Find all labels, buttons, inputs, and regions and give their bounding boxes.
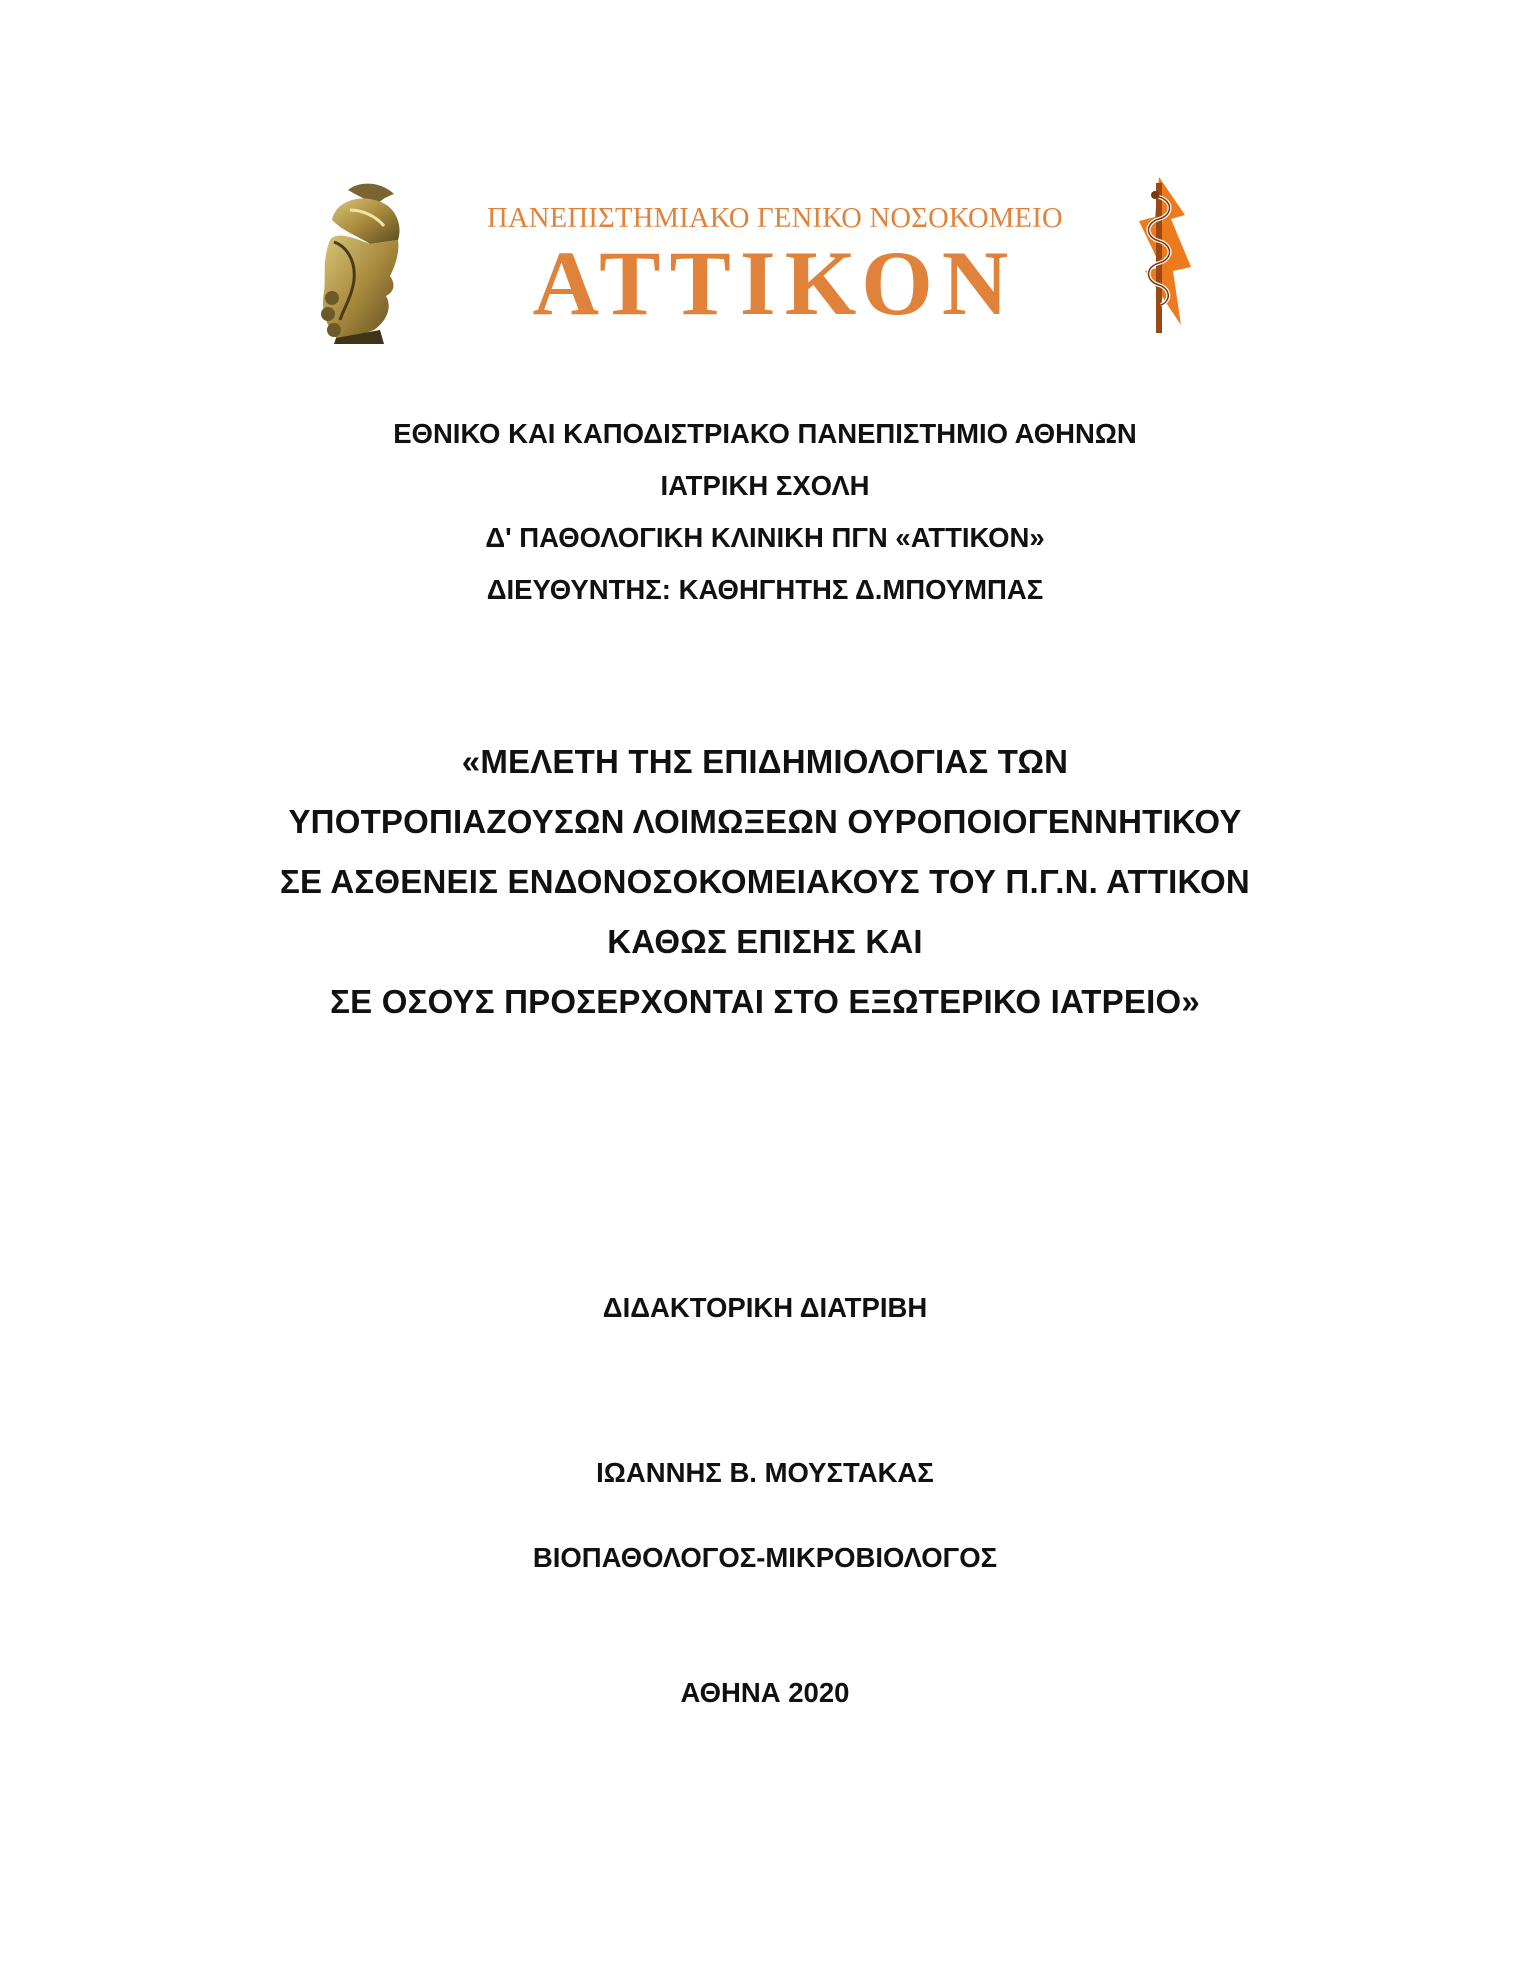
logo-name: ΑΤΤΙΚΟΝ <box>532 232 1018 334</box>
institution-header <box>0 408 1530 616</box>
athena-helmet-icon <box>310 180 415 345</box>
title-line: ΥΠΟΤΡΟΠΙΑΖΟΥΣΩΝ ΛΟΙΜΩΞΕΩΝ ΟΥΡΟΠΟΙΟΓΕΝΝΗΤΙΚΟΥ <box>288 803 1242 840</box>
thesis-title <box>0 732 1530 1032</box>
title-line: ΣΕ ΑΣΘΕΝΕΙΣ ΕΝΔΟΝΟΣΟΚΟΜΕΙΑΚΟΥΣ ΤΟΥ Π.Γ.Ν. ΑΤΤΙΚΟΝ <box>280 863 1250 900</box>
clinic-name: Δ' ΠΑΘΟΛΟΓΙΚΗ ΚΛΙΝΙΚΗ ΠΓΝ «ΑΤΤΙΚΟΝ» <box>485 522 1045 553</box>
title-line: «ΜΕΛΕΤΗ ΤΗΣ ΕΠΙΔΗΜΙΟΛΟΓΙΑΣ ΤΩΝ <box>461 743 1069 780</box>
director-line: ΔΙΕΥΘΥΝΤΗΣ: ΚΑΘΗΓΗΤΗΣ Δ.ΜΠΟΥΜΠΑΣ <box>486 574 1044 605</box>
document-type: ΔΙΔΑΚΤΟΡΙΚΗ ΔΙΑΤΡΙΒΗ <box>602 1292 928 1323</box>
school-name: ΙΑΤΡΙΚΗ ΣΧΟΛΗ <box>660 470 870 501</box>
author-name: ΙΩΑΝΝΗΣ Β. ΜΟΥΣΤΑΚΑΣ <box>596 1457 934 1488</box>
university-name: ΕΘΝΙΚΟ ΚΑΙ ΚΑΠΟΔΙΣΤΡΙΑΚΟ ΠΑΝΕΠΙΣΤΗΜΙΟ ΑΘΗΝΩΝ <box>393 418 1137 449</box>
rod-of-asclepius-icon <box>1125 175 1195 340</box>
place-year: ΑΘΗΝΑ 2020 <box>680 1677 850 1708</box>
title-line: ΣΕ ΟΣΟΥΣ ΠΡΟΣΕΡΧΟΝΤΑΙ ΣΤΟ ΕΞΩΤΕΡΙΚΟ ΙΑΤΡΕΙΟ» <box>330 983 1200 1020</box>
author-role: ΒΙΟΠΑΘΟΛΟΓΟΣ-ΜΙΚΡΟΒΙΟΛΟΓΟΣ <box>532 1542 998 1573</box>
title-line: ΚΑΘΩΣ ΕΠΙΣΗΣ ΚΑΙ <box>607 923 923 960</box>
logo-subtitle: ΠΑΝΕΠΙΣΤΗΜΙΑΚΟ ΓΕΝΙΚΟ ΝΟΣΟΚΟΜΕΙΟ <box>487 203 1063 234</box>
hospital-logo <box>310 175 1220 345</box>
